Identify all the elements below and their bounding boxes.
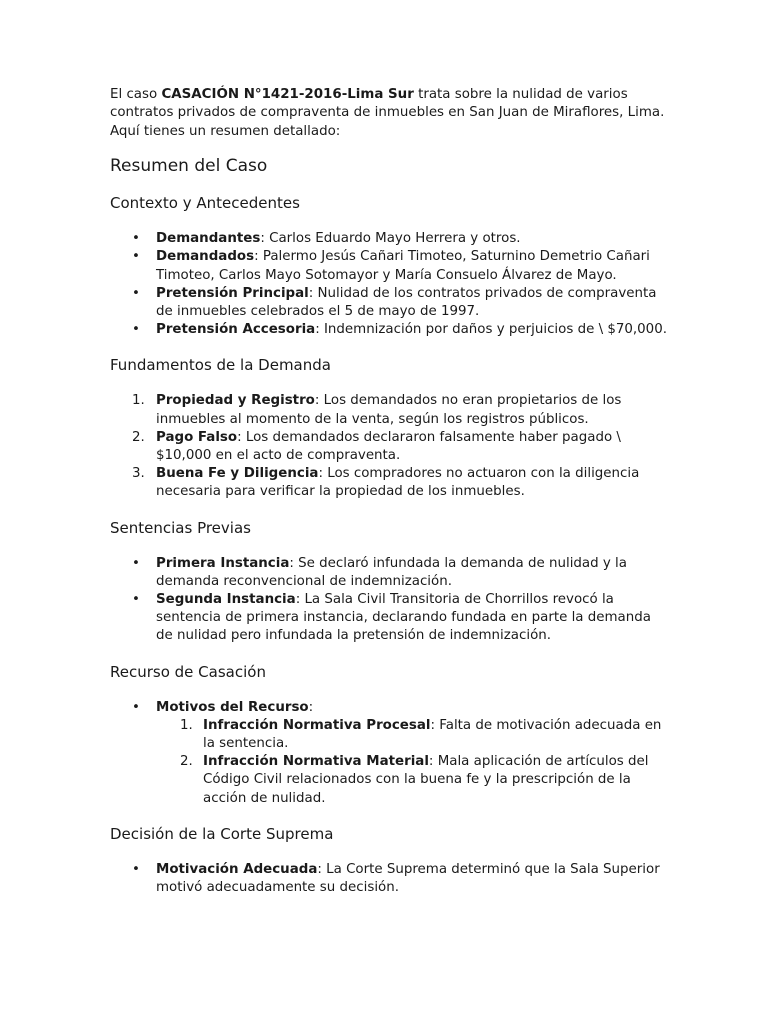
intro-text-start: El caso (110, 87, 162, 102)
list-item: • Segunda Instancia: La Sala Civil Transitoria de Chorrillos revocó la sentencia de primera instancia, declarando fundada en parte la demanda de nulidad pero infundada la pretensión de indemnización. (110, 591, 668, 646)
list-recurso (110, 699, 668, 717)
list-decision (110, 861, 668, 897)
list-item: 1. Propiedad y Registro: Los demandados no eran propietarios de los inmuebles al momento de la venta, según los registros públicos. (132, 393, 622, 427)
case-number: CASACIÓN N°1421-2016-Lima Sur (161, 87, 414, 102)
document-title: Resumen del Caso (110, 156, 268, 177)
list-item: • Primera Instancia: Se declaró infundada la demanda de nulidad y la demanda reconvencional de indemnización. (110, 555, 668, 591)
list-item: 2. Infracción Normativa Material: Mala aplicación de artículos del Código Civil relacionados con la buena fe y la prescripción de la acción de nulidad. (180, 754, 649, 806)
list-item: 3. Buena Fe y Diligencia: Los compradores no actuaron con la diligencia necesaria para verificar la propiedad de los inmuebles. (132, 466, 640, 500)
list-item: 1. Infracción Normativa Procesal: Falta de motivación adecuada en la sentencia. (180, 717, 662, 752)
list-item: • Pretensión Accesoria: Indemnización por daños y perjuicios de \ $70,000. (110, 321, 668, 339)
heading-decision: Decisión de la Corte Suprema (110, 824, 334, 843)
list-sentencias (110, 555, 668, 646)
list-item: 2. Pago Falso: Los demandados declararon falsamente haber pagado \ $10,000 en el acto de compraventa. (132, 429, 621, 464)
list-item: • Demandados: Palermo Jesús Cañari Timoteo, Saturnino Demetrio Cañari Timoteo, Carlos Mayo Sotomayor y María Consuelo Álvarez de Mayo. (110, 248, 668, 284)
list-contexto (110, 230, 668, 339)
list-item: • Pretensión Principal: Nulidad de los contratos privados de compraventa de inmuebles celebrados el 5 de mayo de 1997. (110, 285, 668, 321)
heading-sentencias: Sentencias Previas (110, 518, 251, 537)
list-item: • Demandantes: Carlos Eduardo Mayo Herrera y otros. (110, 230, 668, 248)
intro-text-end: trata sobre la nulidad de varios contratos privados de compraventa de inmuebles en San Juan de Miraflores, Lima. Aquí tienes un resumen detallado: (110, 87, 665, 139)
list-recurso-motivos (110, 717, 668, 808)
heading-fundamentos: Fundamentos de la Demanda (110, 356, 331, 375)
intro-paragraph (110, 86, 668, 141)
list-fundamentos (110, 392, 668, 501)
list-item: • Motivos del Recurso: (110, 699, 668, 717)
list-item: • Motivación Adecuada: La Corte Suprema determinó que la Sala Superior motivó adecuadamente su decisión. (110, 861, 668, 897)
heading-contexto: Contexto y Antecedentes (110, 194, 300, 213)
heading-recurso: Recurso de Casación (110, 662, 266, 681)
